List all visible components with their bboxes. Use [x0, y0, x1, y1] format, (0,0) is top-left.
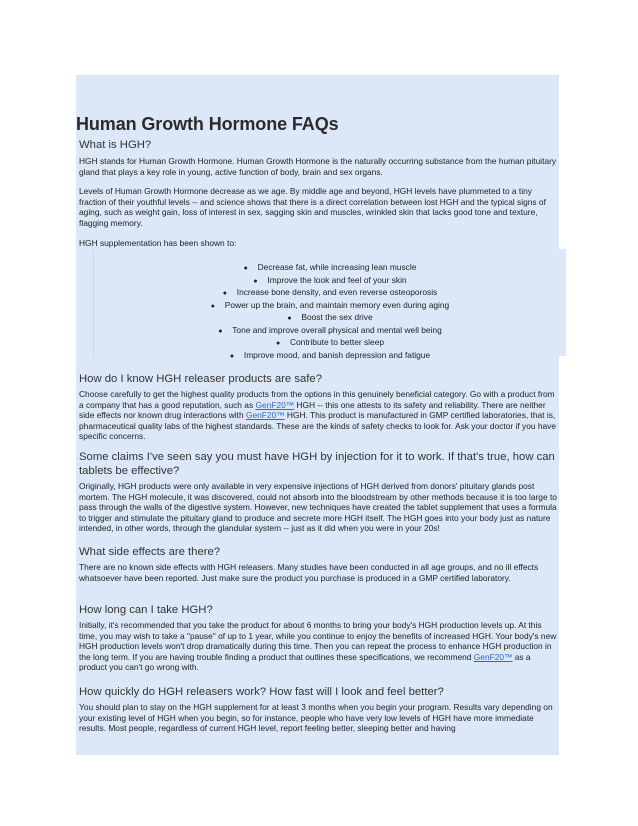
answer-text: HGH -- this one attests to its safety and reliability. There are neither side effects nor known drug interactions with	[79, 399, 546, 421]
answer-paragraph	[79, 620, 559, 673]
faq-what-is-hgh	[79, 138, 559, 248]
benefit-item	[94, 325, 566, 338]
faq-duration	[79, 603, 559, 673]
question-heading: Some claims I've seen say you must have HGH by injection for it to work. If that's true, how can tablets be effective?	[79, 451, 555, 477]
question-heading: How quickly do HGH releasers work? How fast will I look and feel better?	[79, 686, 444, 698]
bullet-icon: ●	[253, 277, 258, 285]
benefit-item	[94, 337, 566, 350]
benefit-text: Increase bone density, and even reverse osteoporosis	[236, 287, 438, 297]
bullet-icon: ●	[210, 302, 216, 310]
bullet-icon: ●	[222, 290, 227, 297]
question-heading: What side effects are there?	[79, 546, 221, 558]
faq-how-quickly	[79, 685, 559, 734]
question-heading: What is HGH?	[79, 139, 152, 151]
faq-safety	[79, 372, 559, 442]
benefit-text: Power up the brain, and maintain memory even during aging	[224, 299, 450, 310]
faq-side-effects	[79, 545, 559, 583]
benefit-text: Contribute to better sleep	[289, 337, 385, 347]
benefit-item	[94, 312, 566, 325]
faq-injection	[79, 450, 559, 534]
genf20-link[interactable]: GenF20™	[245, 410, 285, 421]
answer-text: Initially, it's recommended that you take the product for about 6 months to bring your body's HGH production levels up. At this time, you may wish to take a "pause" of up to 1 year, while you continue to enjoy the benefits of increased HGH. Your body's new HGH production levels won't drop dramatically during this time. Then you can repeat the process to enhance HGH production in the long term. If you are having trouble finding a product that outlines these specifications, we recommend	[79, 620, 557, 662]
benefit-text: Boost the sex drive	[301, 312, 373, 322]
answer-paragraph: HGH supplementation has been shown to:	[79, 237, 237, 248]
answer-paragraph: You should plan to stay on the HGH supplement for at least 3 months when you begin your program. Results vary depending on your existing level of HGH when you begin, so for instance, people who have very low levels of HGH have more immediate results. Most people, regardless of current HGH level, report feeling better, sleeping better and having	[79, 702, 553, 734]
benefits-list	[94, 249, 566, 362]
bullet-icon: ●	[218, 327, 223, 335]
answer-text: as a product you can't go wrong with.	[79, 651, 531, 673]
bullet-icon: ●	[229, 352, 235, 360]
answer-paragraph: Originally, HGH products were only available in very expensive injections of HGH derived from donors' pituitary glands post mortem. The HGH molecule, it was discovered, could not absorb into the bloodstream by other methods because it is too large to pass through the walls of the digestive system. However, new techniques have created the tablet supplement that uses a formula to trigger and stimulate the pituitary gland to produce and secrete more HGH itself. The HGH goes into your body just as nature intended, in other words, through the glandular system -- just as it did when you were in your 20s!	[79, 481, 557, 534]
answer-paragraph: There are no known side effects with HGH releasers. Many studies have been conducted in all age groups, and no ill effects whatsoever have been reported. Just make sure the product you purchase is produced in a GMP certified laboratory.	[79, 562, 539, 583]
genf20-link[interactable]: GenF20™	[473, 651, 513, 662]
benefit-text: Decrease fat, while increasing lean muscle	[257, 262, 417, 272]
benefit-item	[94, 350, 566, 363]
answer-paragraph: Levels of Human Growth Hormone decrease as we age. By middle age and beyond, HGH levels have plummeted to a tiny fraction of their youthful levels -- and science shows that there is a direct correlation between lost HGH and the typical signs of aging, such as weight gain, loss of interest in sex, sagging skin and muscles, wrinkled skin that lacks good tone and texture, flagging memory.	[79, 186, 546, 228]
benefit-item	[94, 275, 566, 288]
benefit-text: Tone and improve overall physical and mental well being	[232, 324, 442, 335]
benefit-item	[94, 262, 566, 275]
benefit-item	[94, 300, 566, 313]
answer-text: HGH. This product is manufactured in GMP certified laboratories, that is, pharmaceutical quality labs of the highest standards. These are the kinds of safety checks to look for. Ask your doctor if you have specific concerns.	[79, 410, 557, 442]
benefit-item	[94, 287, 566, 300]
page-title: Human Growth Hormone FAQs	[76, 114, 339, 134]
genf20-link[interactable]: GenF20™	[255, 399, 295, 410]
benefits-list-box	[93, 249, 566, 360]
benefit-text: Improve mood, and banish depression and fatigue	[243, 349, 431, 360]
benefit-text: Improve the look and feel of your skin	[267, 274, 407, 285]
question-heading: How long can I take HGH?	[79, 604, 213, 616]
question-heading: How do I know HGH releaser products are safe?	[79, 373, 322, 385]
bullet-icon: ●	[287, 315, 292, 322]
answer-paragraph: HGH stands for Human Growth Hormone. Human Growth Hormone is the naturally occurring substance from the human pituitary gland that plays a key role in young, active function of body, brain and sex organs.	[79, 156, 557, 177]
bullet-icon: ●	[243, 265, 248, 272]
answer-text: Choose carefully to get the highest quality products from the options in this genuinely beneficial category. Go with a product from a company that has a good reputation, such as	[79, 389, 555, 410]
answer-paragraph	[79, 389, 559, 442]
bullet-icon: ●	[275, 340, 281, 347]
